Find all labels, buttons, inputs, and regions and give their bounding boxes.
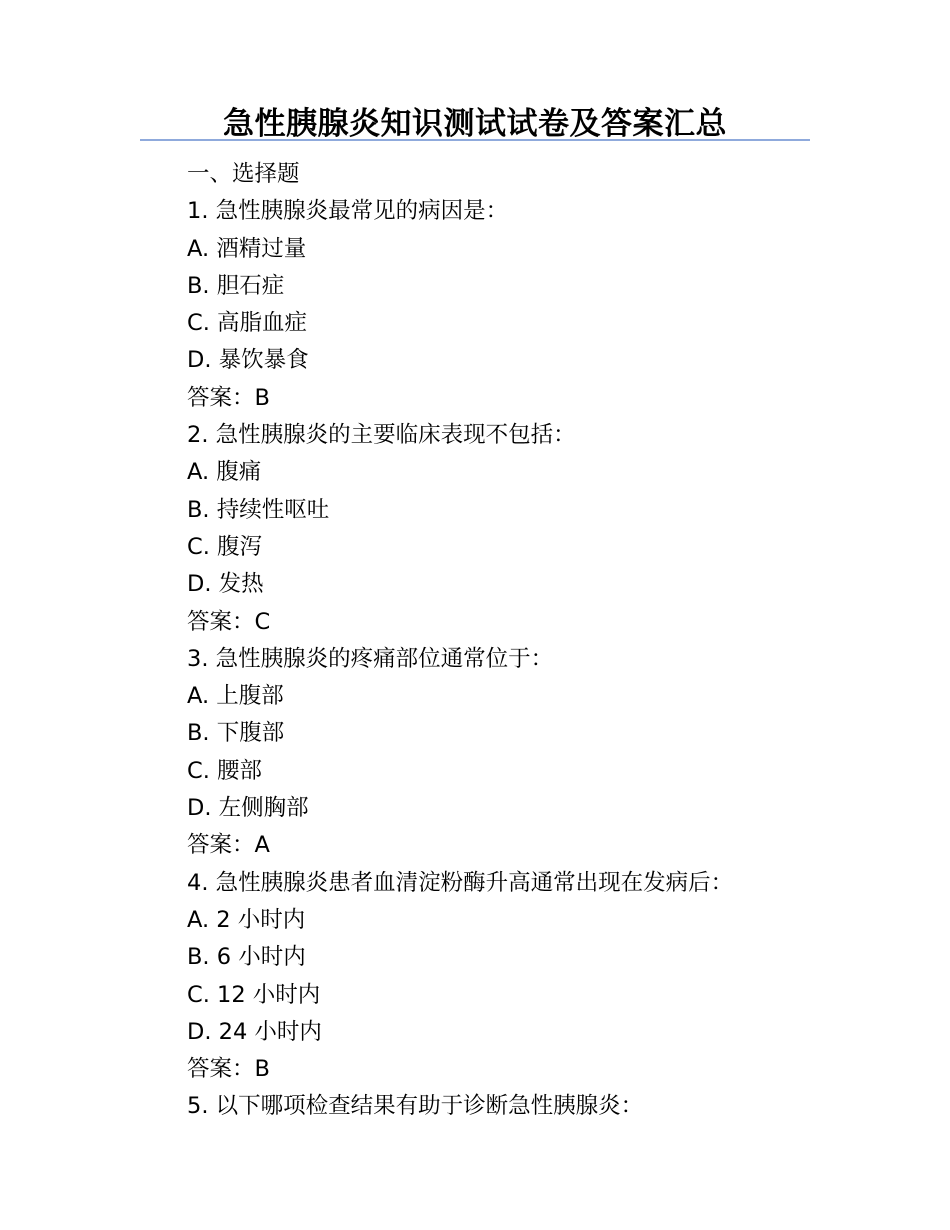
answer-option: D. 发热 <box>187 571 264 598</box>
section-heading: 一、选择题 <box>187 161 300 187</box>
answer-option: A. 腹痛 <box>187 459 262 486</box>
question-stem: 5. 以下哪项检查结果有助于诊断急性胰腺炎： <box>187 1093 644 1120</box>
answer-option: A. 酒精过量 <box>187 235 307 262</box>
correct-answer: 答案：B <box>187 1056 270 1083</box>
answer-option: D. 暴饮暴食 <box>187 347 309 374</box>
answer-option: B. 下腹部 <box>187 720 285 747</box>
document-title: 急性胰腺炎知识测试试卷及答案汇总 <box>223 106 727 142</box>
question-stem: 3. 急性胰腺炎的疼痛部位通常位于： <box>187 645 554 672</box>
correct-answer: 答案：B <box>187 384 270 411</box>
answer-option: C. 腰部 <box>187 757 263 784</box>
answer-option: D. 左侧胸部 <box>187 795 309 822</box>
answer-option: C. 高脂血症 <box>187 310 308 337</box>
question-stem: 1. 急性胰腺炎最常见的病因是： <box>187 198 509 225</box>
answer-option: C. 腹泻 <box>187 533 263 560</box>
answer-option: B. 6 小时内 <box>187 944 306 971</box>
answer-option: B. 胆石症 <box>187 272 285 299</box>
answer-option: A. 2 小时内 <box>187 906 306 933</box>
correct-answer: 答案：C <box>187 608 271 635</box>
answer-option: A. 上腹部 <box>187 683 284 710</box>
correct-answer: 答案：A <box>187 832 270 859</box>
question-stem: 2. 急性胰腺炎的主要临床表现不包括： <box>187 422 576 449</box>
answer-option: B. 持续性呕吐 <box>187 496 330 523</box>
answer-option: C. 12 小时内 <box>187 981 321 1008</box>
question-stem: 4. 急性胰腺炎患者血清淀粉酶升高通常出现在发病后： <box>187 869 734 896</box>
answer-option: D. 24 小时内 <box>187 1018 322 1045</box>
title-underline <box>140 139 810 141</box>
document-body <box>187 156 827 1126</box>
